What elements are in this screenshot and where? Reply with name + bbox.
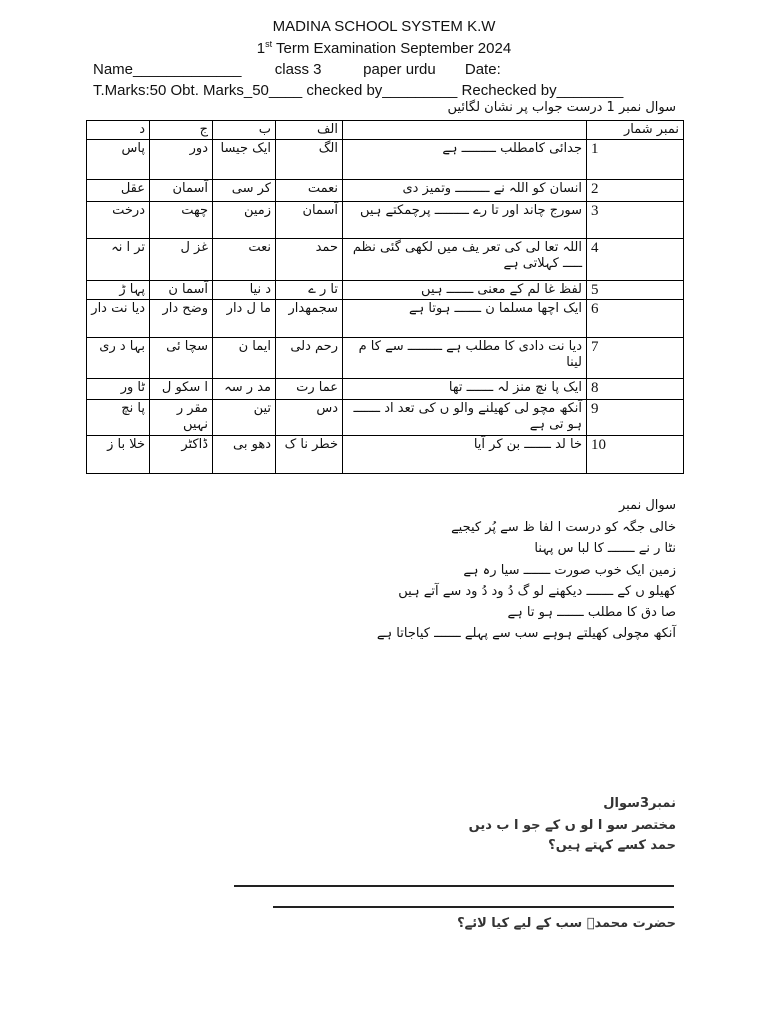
option-alif: سجمھدار <box>276 300 343 338</box>
question-number: 6 <box>587 300 684 338</box>
mcq-table <box>86 120 684 474</box>
option-alif: آسمان <box>276 202 343 239</box>
fill-blank-item: صا دق کا مطلب ـــــــ ہو تا ہے <box>507 605 676 620</box>
column-header-j: ج <box>150 121 213 140</box>
mcq-row <box>87 180 684 202</box>
option-b: مد ر سہ <box>213 379 276 400</box>
question-text: ایک اچھا مسلما ن ـــــــ ہوتا ہے <box>343 300 587 338</box>
exam-ordinal: 1 <box>256 40 266 57</box>
fill-blank-item: زمین ایک خوب صورت ـــــــ سیا رہ ہے <box>463 563 676 578</box>
option-j: مقر ر نہیں <box>150 400 213 436</box>
question-text: خا لد ـــــــ بن کر آیا <box>343 436 587 474</box>
option-b: دھو بی <box>213 436 276 474</box>
option-j: غز ل <box>150 239 213 281</box>
answer-line <box>273 906 674 908</box>
question-3-title: نمبر3سوال <box>603 796 676 811</box>
mcq-row <box>87 436 684 474</box>
mcq-header-row <box>87 121 684 140</box>
exam-title-rest: Term Examination September 2024 <box>272 40 512 57</box>
option-j: چھت <box>150 202 213 239</box>
mcq-row <box>87 202 684 239</box>
option-alif: حمد <box>276 239 343 281</box>
option-d: بہا د ری <box>87 338 150 379</box>
option-alif: عما رت <box>276 379 343 400</box>
option-b: ما ل دار <box>213 300 276 338</box>
option-b: زمین <box>213 202 276 239</box>
option-b: د نیا <box>213 281 276 300</box>
question-2-instruction: خالی جگہ کو درست ا لفا ظ سے پُر کیجیے <box>451 520 676 535</box>
fill-blank-item: نٹا ر نے ـــــــ کا لبا س پہنا <box>534 541 676 556</box>
mcq-row <box>87 400 684 436</box>
option-d: تر ا نہ <box>87 239 150 281</box>
question-text: اللہ تعا لی کی تعر یف میں لکھی گئی نظم ـــــ کہلاتی ہے <box>343 239 587 281</box>
option-d: پہا ڑ <box>87 281 150 300</box>
mcq-row <box>87 338 684 379</box>
question-text: دیا نت دادی کا مطلب ہے ـــــــــ سے کا م لینا <box>343 338 587 379</box>
short-question-1: حمد کسے کہتے ہیں؟ <box>548 838 676 853</box>
option-b: ایک جیسا <box>213 140 276 180</box>
option-j: دور <box>150 140 213 180</box>
option-d: پا نچ <box>87 400 150 436</box>
column-header-alif: الف <box>276 121 343 140</box>
fill-blank-item: کھیلو ں کے ـــــــ دیکھنے لو گ دُ ود دُ ود سے آتے ہیں <box>398 584 676 599</box>
option-d: دیا نت دار <box>87 300 150 338</box>
question-number: 1 <box>587 140 684 180</box>
option-d: پاس <box>87 140 150 180</box>
question-text: ایک پا نچ منز لہ ـــــــ تھا <box>343 379 587 400</box>
option-alif: تا ر ے <box>276 281 343 300</box>
column-header-question <box>343 121 587 140</box>
question-number: 5 <box>587 281 684 300</box>
column-header-number: نمبر شمار <box>587 121 684 140</box>
option-alif: خطر نا ک <box>276 436 343 474</box>
mcq-row <box>87 239 684 281</box>
option-b: نعت <box>213 239 276 281</box>
option-j: آسمان <box>150 180 213 202</box>
column-header-d: د <box>87 121 150 140</box>
question-text: سورج چاند اور تا رے ـــــــــ پرچمکتے ہیں <box>343 202 587 239</box>
option-j: وضح دار <box>150 300 213 338</box>
option-alif: رحم دلی <box>276 338 343 379</box>
question-2-title: سوال نمبر <box>618 498 676 513</box>
answer-line <box>234 885 674 887</box>
question-1-title: سوال نمبر 1 درست جواب پر نشان لگائیں <box>447 100 676 115</box>
question-number: 10 <box>587 436 684 474</box>
option-d: عقل <box>87 180 150 202</box>
question-text: آنکھ مچو لی کھیلنے والو ں کی تعد اد ـــــــ ہو تی ہے <box>343 400 587 436</box>
option-b: تین <box>213 400 276 436</box>
option-b: ایما ن <box>213 338 276 379</box>
mcq-row <box>87 281 684 300</box>
fill-blank-item: آنکھ مچولی کھیلتے ہوہے سب سے پہلے ـــــــ کیاجاتا ہے <box>376 626 676 641</box>
option-alif: دس <box>276 400 343 436</box>
question-number: 7 <box>587 338 684 379</box>
marks-line: T.Marks:50 Obt. Marks_50____ checked by_________ Rechecked by________ <box>93 82 624 99</box>
question-number: 2 <box>587 180 684 202</box>
question-text: انسان کو اللہ نے ـــــــــ وتمیز دی <box>343 180 587 202</box>
option-b: کر سی <box>213 180 276 202</box>
option-d: درخت <box>87 202 150 239</box>
option-j: آسما ن <box>150 281 213 300</box>
option-j: سچا ئی <box>150 338 213 379</box>
exam-title <box>0 39 768 57</box>
student-info-line: Name_____________ class 3 paper urdu Date: <box>93 61 501 78</box>
option-j: ڈاکٹر <box>150 436 213 474</box>
question-number: 8 <box>587 379 684 400</box>
question-number: 4 <box>587 239 684 281</box>
mcq-row <box>87 379 684 400</box>
option-j: ا سکو ل <box>150 379 213 400</box>
option-d: خلا با ز <box>87 436 150 474</box>
question-text: جدائی کامطلب ـــــــــ ہے <box>343 140 587 180</box>
option-d: ٹا ور <box>87 379 150 400</box>
option-alif: الگ <box>276 140 343 180</box>
question-3-instruction: مختصر سو ا لو ں کے جو ا ب دیں <box>468 818 676 833</box>
school-name: MADINA SCHOOL SYSTEM K.W <box>272 18 496 35</box>
mcq-row <box>87 140 684 180</box>
short-question-2: حضرت محمدؐ سب کے لیے کیا لائے؟ <box>457 916 676 931</box>
mcq-row <box>87 300 684 338</box>
question-number: 9 <box>587 400 684 436</box>
column-header-b: ب <box>213 121 276 140</box>
option-alif: نعمت <box>276 180 343 202</box>
exam-ordinal-suffix: st <box>265 39 273 49</box>
question-number: 3 <box>587 202 684 239</box>
question-text: لفظ غا لم کے معنی ـــــــ ہیں <box>343 281 587 300</box>
